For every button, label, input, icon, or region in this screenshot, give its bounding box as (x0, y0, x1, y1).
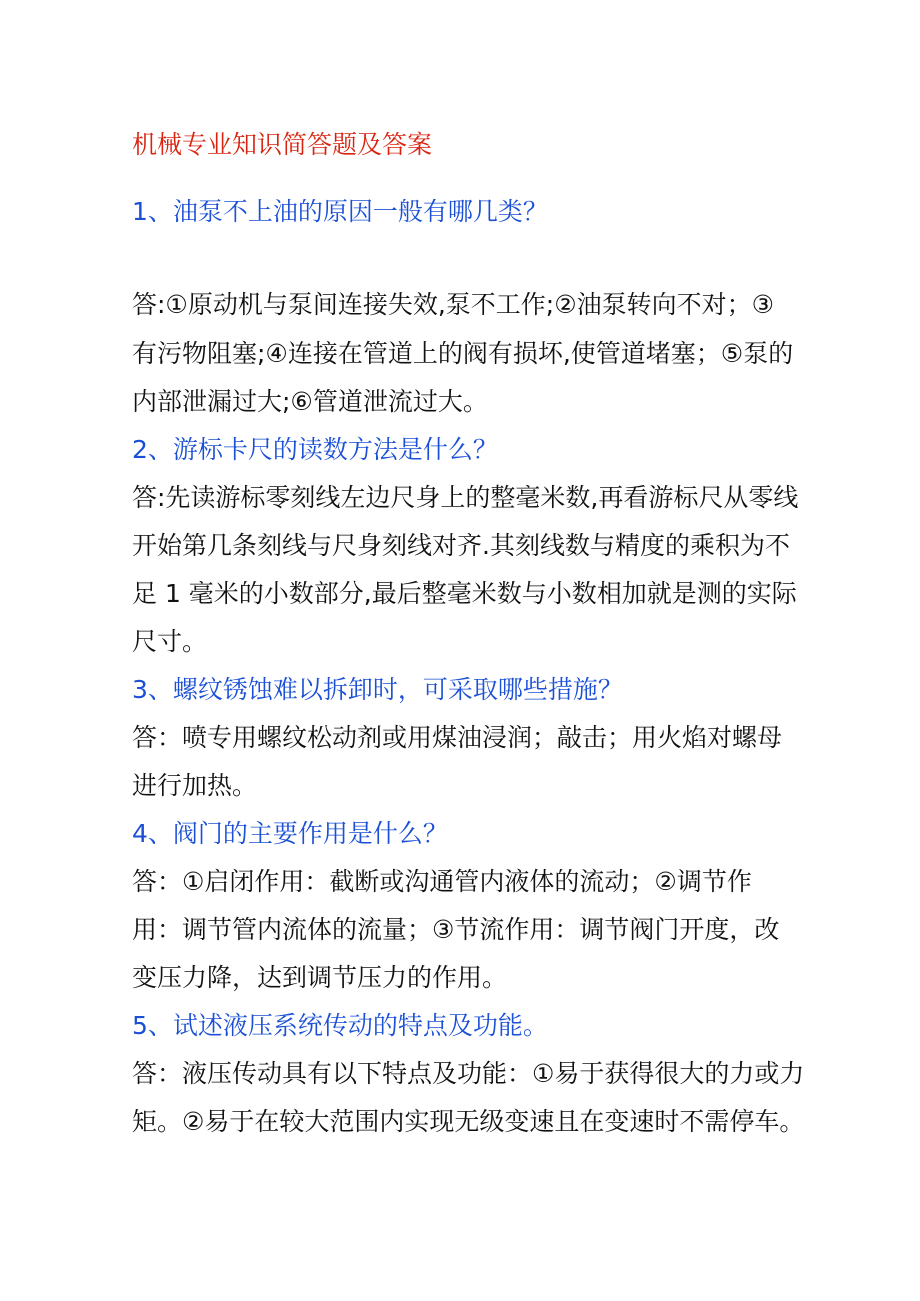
answer-4-line-2: 用：调节管内流体的流量；③节流作用：调节阀门开度，改 (132, 915, 780, 944)
answer-1-line-1: 答:①原动机与泵间连接失效,泵不工作;②油泵转向不对；③ (132, 290, 775, 319)
answer-2-line-2: 开始第几条刻线与尺身刻线对齐.其刻线数与精度的乘积为不 (132, 531, 790, 560)
answer-1-line-3: 内部泄漏过大;⑥管道泄流过大。 (132, 387, 488, 416)
answer-5-line-1: 答：液压传动具有以下特点及功能：①易于获得很大的力或力 (132, 1059, 805, 1088)
answer-2-line-4: 尺寸。 (132, 627, 208, 656)
answer-5-line-2: 矩。②易于在较大范围内实现无级变速且在变速时不需停车。 (132, 1107, 805, 1136)
question-3: 3、螺纹锈蚀难以拆卸时，可采取哪些措施？ (132, 675, 623, 704)
answer-1-line-2: 有污物阻塞;④连接在管道上的阀有损坏,使管道堵塞；⑤泵的 (132, 339, 794, 368)
answer-2-line-1: 答:先读游标零刻线左边尺身上的整毫米数,再看游标尺从零线 (132, 483, 799, 512)
document-title: 机械专业知识简答题及答案 (132, 130, 433, 159)
answer-2-line-3: 足 1 毫米的小数部分,最后整毫米数与小数相加就是测的实际 (132, 579, 797, 608)
answer-3-line-2: 进行加热。 (132, 771, 258, 800)
question-5: 5、试述液压系统传动的特点及功能。 (132, 1011, 548, 1040)
answer-4-line-1: 答：①启闭作用：截断或沟通管内液体的流动；②调节作 (132, 867, 752, 896)
answer-4-line-3: 变压力降，达到调节压力的作用。 (132, 963, 508, 992)
question-1: 1、油泵不上油的原因一般有哪几类？ (132, 197, 548, 226)
answer-3-line-1: 答：喷专用螺纹松动剂或用煤油浸润；敲击；用火焰对螺母 (132, 723, 783, 752)
question-2: 2、游标卡尺的读数方法是什么？ (132, 435, 498, 464)
question-4: 4、阀门的主要作用是什么？ (132, 819, 448, 848)
